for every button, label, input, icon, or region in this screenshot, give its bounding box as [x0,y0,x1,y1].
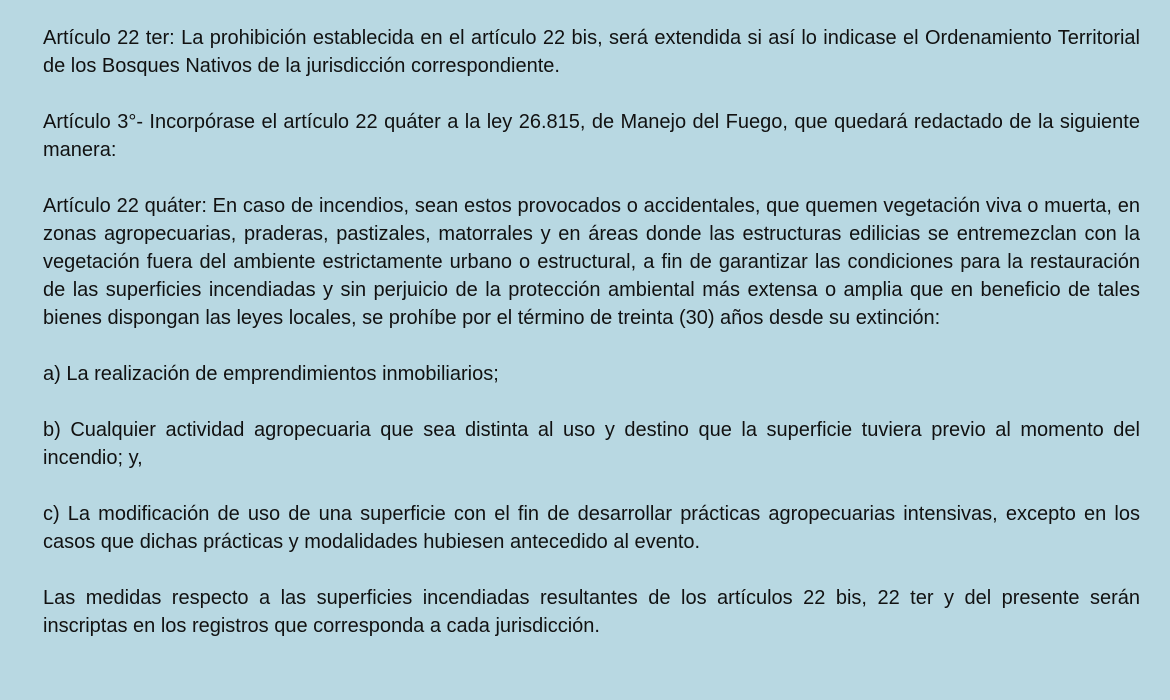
article-3-paragraph: Artículo 3°- Incorpórase el artículo 22 quáter a la ley 26.815, de Manejo del Fuego, que quedará redactado de la siguiente manera: [43,111,1140,161]
clause-b-paragraph: b) Cualquier actividad agropecuaria que sea distinta al uso y destino que la superficie tuviera previo al momento del incendio; y, [43,419,1140,469]
clause-a-paragraph: a) La realización de emprendimientos inmobiliarios; [43,363,499,385]
article-22-quater-paragraph: Artículo 22 quáter: En caso de incendios, sean estos provocados o accidentales, que quemen vegetación viva o muerta, en zonas agropecuarias, praderas, pastizales, matorrales y en áreas donde las estructuras edilicias se entremezclan con la vegetación fuera del ambiente estrictamente urbano o estructural, a fin de garantizar las condiciones para la restauración de las superficies incendiadas y sin perjuicio de la protección ambiental más extensa o amplia que en beneficio de tales bienes dispongan las leyes locales, se prohíbe por el término de treinta (30) años desde su extinción: [43,195,1140,329]
registration-paragraph: Las medidas respecto a las superficies incendiadas resultantes de los artículos 22 bis, 22 ter y del presente serán inscriptas en los registros que corresponda a cada jurisdicción. [43,587,1140,637]
clause-c-paragraph: c) La modificación de uso de una superficie con el fin de desarrollar prácticas agropecuarias intensivas, excepto en los casos que dichas prácticas y modalidades hubiesen antecedido al evento. [43,503,1140,553]
article-22-ter-paragraph: Artículo 22 ter: La prohibición establecida en el artículo 22 bis, será extendida si así lo indicase el Ordenamiento Territorial de los Bosques Nativos de la jurisdicción correspondiente. [43,27,1140,77]
